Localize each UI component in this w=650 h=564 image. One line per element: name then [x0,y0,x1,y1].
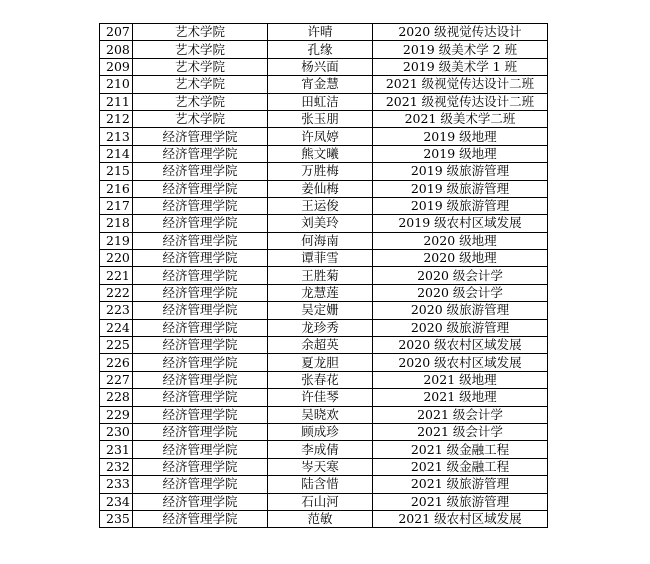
college-cell: 经济管理学院 [133,215,268,232]
college-cell: 艺术学院 [133,58,268,75]
student-name-cell: 万胜梅 [268,163,373,180]
college-cell: 经济管理学院 [133,406,268,423]
college-cell: 艺术学院 [133,76,268,93]
college-cell: 经济管理学院 [133,510,268,527]
row-number: 227 [100,371,133,388]
table-row [100,76,548,93]
college-cell: 经济管理学院 [133,267,268,284]
table-row [100,458,548,475]
student-name-cell: 刘美玲 [268,215,373,232]
college-cell: 经济管理学院 [133,284,268,301]
student-name-cell: 王胜菊 [268,267,373,284]
table-row [100,128,548,145]
table-row [100,476,548,493]
table-row [100,284,548,301]
row-number: 209 [100,58,133,75]
row-number: 234 [100,493,133,510]
college-cell: 艺术学院 [133,24,268,41]
student-name-cell: 余超英 [268,337,373,354]
class-cell: 2021 级地理 [373,389,548,406]
student-name-cell: 夏龙胆 [268,354,373,371]
row-number: 216 [100,180,133,197]
table-row [100,41,548,58]
class-cell: 2020 级视觉传达设计 [373,24,548,41]
student-name-cell: 田虹洁 [268,93,373,110]
student-name-cell: 许凤婷 [268,128,373,145]
student-name-cell: 张春花 [268,371,373,388]
college-cell: 艺术学院 [133,110,268,127]
college-cell: 经济管理学院 [133,302,268,319]
college-cell: 经济管理学院 [133,371,268,388]
row-number: 222 [100,284,133,301]
row-number: 211 [100,93,133,110]
row-number: 207 [100,24,133,41]
student-name-cell: 龙珍秀 [268,319,373,336]
student-name-cell: 陆含惜 [268,476,373,493]
student-name-cell: 孔缘 [268,41,373,58]
class-cell: 2021 级旅游管理 [373,476,548,493]
table-row [100,197,548,214]
table-row [100,302,548,319]
row-number: 214 [100,145,133,162]
student-name-cell: 吴晓欢 [268,406,373,423]
table-row [100,180,548,197]
college-cell: 经济管理学院 [133,145,268,162]
class-cell: 2019 级地理 [373,145,548,162]
class-cell: 2021 级金融工程 [373,441,548,458]
row-number: 215 [100,163,133,180]
student-name-cell: 范敏 [268,510,373,527]
student-name-cell: 杨兴面 [268,58,373,75]
table-row [100,232,548,249]
table-row [100,24,548,41]
class-cell: 2020 级旅游管理 [373,319,548,336]
student-name-cell: 李成倩 [268,441,373,458]
row-number: 226 [100,354,133,371]
class-cell: 2019 级美术学 1 班 [373,58,548,75]
college-cell: 经济管理学院 [133,493,268,510]
row-number: 232 [100,458,133,475]
college-cell: 艺术学院 [133,41,268,58]
row-number: 208 [100,41,133,58]
class-cell: 2021 级金融工程 [373,458,548,475]
table-row [100,93,548,110]
class-cell: 2020 级地理 [373,232,548,249]
student-name-cell: 张玉朋 [268,110,373,127]
class-cell: 2021 级会计学 [373,406,548,423]
table-row [100,163,548,180]
student-name-cell: 顾成珍 [268,423,373,440]
class-cell: 2020 级农村区域发展 [373,354,548,371]
college-cell: 经济管理学院 [133,389,268,406]
class-cell: 2019 级旅游管理 [373,180,548,197]
college-cell: 经济管理学院 [133,319,268,336]
class-cell: 2020 级会计学 [373,267,548,284]
class-cell: 2020 级农村区域发展 [373,337,548,354]
table-row [100,337,548,354]
class-cell: 2021 级会计学 [373,423,548,440]
table-row [100,145,548,162]
student-name-cell: 谭菲雪 [268,250,373,267]
table-row [100,215,548,232]
table-row [100,319,548,336]
class-cell: 2021 级美术学二班 [373,110,548,127]
student-name-cell: 许晴 [268,24,373,41]
college-cell: 艺术学院 [133,93,268,110]
table-row [100,406,548,423]
student-name-cell: 姜仙梅 [268,180,373,197]
row-number: 225 [100,337,133,354]
student-name-cell: 龙慧莲 [268,284,373,301]
table-row [100,510,548,527]
row-number: 219 [100,232,133,249]
college-cell: 经济管理学院 [133,180,268,197]
table-row [100,58,548,75]
student-name-cell: 何海南 [268,232,373,249]
class-cell: 2020 级地理 [373,250,548,267]
table-row [100,250,548,267]
class-cell: 2021 级农村区域发展 [373,510,548,527]
student-name-cell: 许佳琴 [268,389,373,406]
class-cell: 2020 级会计学 [373,284,548,301]
class-cell: 2021 级旅游管理 [373,493,548,510]
row-number: 220 [100,250,133,267]
table-row [100,493,548,510]
row-number: 223 [100,302,133,319]
table-row [100,389,548,406]
class-cell: 2019 级旅游管理 [373,197,548,214]
college-cell: 经济管理学院 [133,250,268,267]
roster-body [100,24,548,528]
college-cell: 经济管理学院 [133,163,268,180]
row-number: 233 [100,476,133,493]
class-cell: 2021 级地理 [373,371,548,388]
class-cell: 2019 级地理 [373,128,548,145]
class-cell: 2019 级美术学 2 班 [373,41,548,58]
student-name-cell: 宵金慧 [268,76,373,93]
table-row [100,354,548,371]
table-row [100,441,548,458]
college-cell: 经济管理学院 [133,337,268,354]
student-name-cell: 熊文曦 [268,145,373,162]
college-cell: 经济管理学院 [133,197,268,214]
row-number: 217 [100,197,133,214]
class-cell: 2020 级旅游管理 [373,302,548,319]
class-cell: 2021 级视觉传达设计二班 [373,93,548,110]
row-number: 212 [100,110,133,127]
student-name-cell: 石山河 [268,493,373,510]
college-cell: 经济管理学院 [133,441,268,458]
student-name-cell: 岑天寒 [268,458,373,475]
row-number: 210 [100,76,133,93]
table-row [100,371,548,388]
class-cell: 2021 级视觉传达设计二班 [373,76,548,93]
college-cell: 经济管理学院 [133,423,268,440]
class-cell: 2019 级农村区域发展 [373,215,548,232]
college-cell: 经济管理学院 [133,458,268,475]
row-number: 228 [100,389,133,406]
class-cell: 2019 级旅游管理 [373,163,548,180]
table-row [100,423,548,440]
student-name-cell: 王运俊 [268,197,373,214]
row-number: 229 [100,406,133,423]
college-cell: 经济管理学院 [133,476,268,493]
college-cell: 经济管理学院 [133,128,268,145]
college-cell: 经济管理学院 [133,354,268,371]
row-number: 231 [100,441,133,458]
row-number: 218 [100,215,133,232]
row-number: 221 [100,267,133,284]
row-number: 213 [100,128,133,145]
roster-table [99,23,548,528]
table-row [100,267,548,284]
table-row [100,110,548,127]
row-number: 224 [100,319,133,336]
row-number: 235 [100,510,133,527]
student-name-cell: 吴定姗 [268,302,373,319]
college-cell: 经济管理学院 [133,232,268,249]
row-number: 230 [100,423,133,440]
